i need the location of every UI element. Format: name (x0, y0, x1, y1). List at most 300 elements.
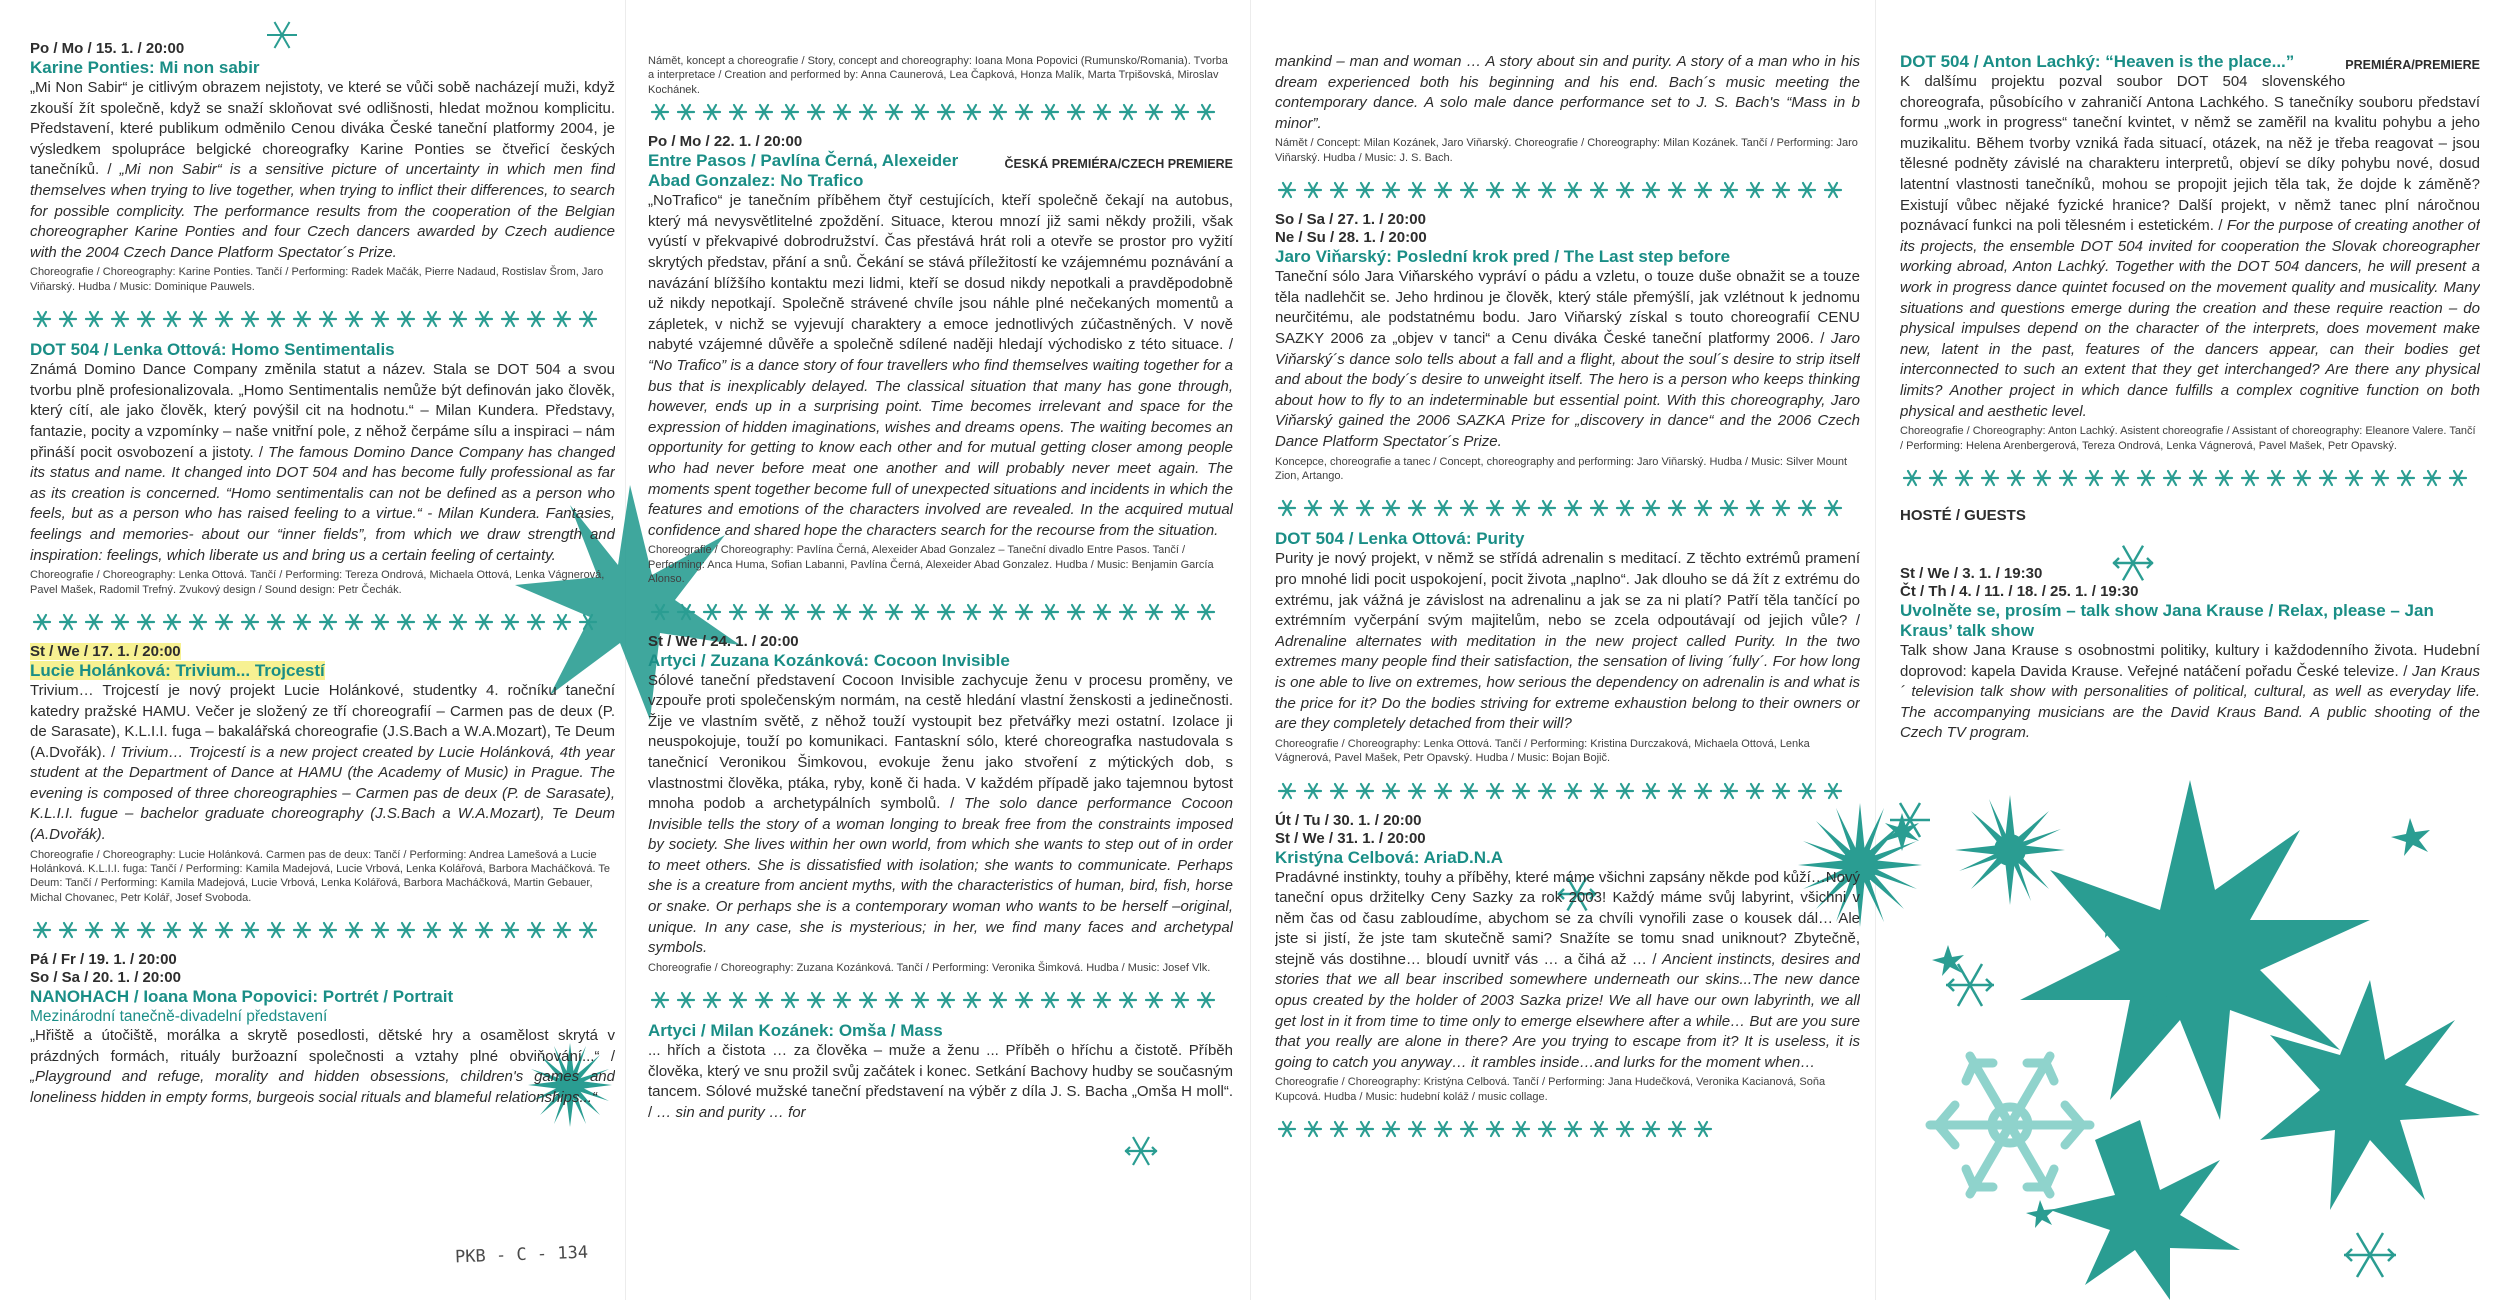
snowflake-icon (474, 920, 500, 946)
snowflake-icon (1170, 602, 1196, 628)
snowflake-icon (832, 990, 858, 1016)
snowflake-icon (2318, 468, 2344, 494)
snowflake-icon (1745, 781, 1771, 807)
snowflake-icon (1092, 602, 1118, 628)
event-title: Kristýna Celbová: AriaD.N.A (1275, 847, 1503, 867)
snowflake-icon (988, 602, 1014, 628)
event-date: St / We / 17. 1. / 20:00 (30, 642, 181, 660)
snowflake-icon (832, 602, 858, 628)
snowflake-icon (1407, 498, 1433, 524)
snowflake-icon (1563, 498, 1589, 524)
snowflake-icon (1693, 180, 1719, 206)
snowflake-icon (1667, 1119, 1693, 1145)
event-title: Uvolněte se, prosím – talk show Jana Krause / Relax, please – Jan Kraus’ talk show (1900, 600, 2434, 640)
snowflake-icon (344, 612, 370, 638)
snowflake-icon (1537, 498, 1563, 524)
snowflake-icon (240, 612, 266, 638)
snowflake-icon (1641, 1119, 1667, 1145)
event-title: Artyci / Milan Kozánek: Omša / Mass (648, 1021, 943, 1041)
event-description: „Mi Non Sabir“ je citlivým obrazem nejistoty, ve které se vůči sobě nacházejí muži, když zkouší žít společně, když se snaží skloňovat své odlišnosti, hledat možnou komplicitu. Představení, které publikum odměnilo Cenou diváka České taneční platformy 2004, je výsledkem spolupráce belgické choreografky Karine Ponties se čtveřicí českých tanečníků. / „Mi non Sabir“ is a sensitive picture of uncertainty in which men find themselves when trying to live together, when trying to inflict their differences, to search for possible complicity. The performance results from the cooperation of the Belgian choreographer Karine Ponties and four Czech dancers awarded by Czech audience with the 2004 Czech Dance Platform Spectator´s Prize. (30, 79, 615, 261)
snowflake-icon (1667, 498, 1693, 524)
snowflake-icon (2162, 468, 2188, 494)
snowflake-icon (1485, 1119, 1511, 1145)
snowflake-icon (266, 920, 292, 946)
snowflake-icon (214, 920, 240, 946)
snowflake-icon (578, 920, 604, 946)
snowflake-icon (2448, 468, 2474, 494)
snowflake-icon (1329, 781, 1355, 807)
snowflake-icon (1355, 498, 1381, 524)
snowflake-icon (1459, 781, 1485, 807)
snowflake-icon (754, 602, 780, 628)
snowflake-icon (650, 102, 676, 128)
column-1 (30, 40, 615, 1290)
snowflake-separator (648, 597, 1233, 633)
snowflake-icon (1485, 498, 1511, 524)
event-cocoon-invisible (648, 633, 1233, 976)
snowflake-icon (1407, 1119, 1433, 1145)
snowflake-icon (162, 309, 188, 335)
snowflake-icon (1485, 180, 1511, 206)
snowflake-icon (1329, 498, 1355, 524)
snowflake-icon (136, 612, 162, 638)
snowflake-icon (1277, 180, 1303, 206)
snowflake-icon (2032, 468, 2058, 494)
snowflake-icon (2240, 468, 2266, 494)
snowflake-icon (728, 990, 754, 1016)
event-date: Po / Mo / 22. 1. / 20:00 (648, 133, 803, 151)
event-credits: Choreografie / Choreography: Zuzana Kozánková. Tančí / Performing: Veronika Šimková. Hudba / Music: Josef Vlk. (648, 961, 1211, 974)
event-credits: Choreografie / Choreography: Lenka Ottová. Tančí / Performing: Kristina Durczaková, Michaela Ottová, Lenka Vágnerová, Pavel Mašek, Petr Opavský. Hudba / Music: Bojan Bojič. (1275, 737, 1810, 765)
snowflake-icon (1823, 781, 1849, 807)
snowflake-icon (1170, 102, 1196, 128)
snowflake-icon (650, 602, 676, 628)
snowflake-separator (1275, 1114, 1735, 1150)
event-description: Trivium… Trojcestí je nový projekt Lucie Holánkové, studentky 4. ročníku taneční katedry pražské HAMU. Večer je složený ze tří choreografií – Carmen pas de deux (P. de Sarasate), K.L.I.I. fuga – bakalářská choreografie (J.S.Bach a W.A.Mozart), Te Deum (A.Dvořák). / Trivium… Trojcestí is a new project created by Lucie Holánková, 4th year student at the Department of Dance at HAMU (the Academy of Music) in Prague. The evening is composed of three choreographies – Carmen pas de deux (P. de Sarasate), K.L.I.I. fugue – bachelor graduate choreography (J.S.Bach a W.A.Mozart), Te Deum (A.Dvořák). (30, 681, 615, 844)
snowflake-icon (240, 309, 266, 335)
snowflake-icon (1329, 1119, 1355, 1145)
snowflake-icon (58, 920, 84, 946)
snowflake-icon (500, 612, 526, 638)
premiere-badge: ČESKÁ PREMIÉRA/CZECH PREMIERE (1004, 157, 1233, 172)
snowflake-icon (32, 920, 58, 946)
snowflake-icon (136, 920, 162, 946)
snowflake-icon (1693, 1119, 1719, 1145)
snowflake-icon (754, 102, 780, 128)
archive-stamp: PKB - C - 134 (454, 1242, 589, 1268)
snowflake-icon (1797, 180, 1823, 206)
snowflake-icon (1693, 781, 1719, 807)
snowflake-icon (2058, 468, 2084, 494)
snowflake-icon (578, 612, 604, 638)
snowflake-icon (1381, 1119, 1407, 1145)
snowflake-icon (1277, 498, 1303, 524)
snowflake-icon (2370, 468, 2396, 494)
snowflake-icon (1381, 180, 1407, 206)
event-description: „Hřiště a útočiště, morálka a skrytě posedlosti, dětské hry a osamělost skrytá v prázdných formách, rituály buržoazní společnosti a vztahy plné obviňování...“ / „Playground and refuge, morality and hidden obsessions, children's games and loneliness hidden in empty forms, burgeois social rituals and blameful relationships...“ (30, 1027, 615, 1107)
snowflake-icon (1196, 602, 1222, 628)
snowflake-icon (448, 309, 474, 335)
snowflake-icon (988, 990, 1014, 1016)
snowflake-separator (30, 915, 615, 951)
event-no-trafico (648, 133, 1233, 586)
snowflake-icon (1563, 1119, 1589, 1145)
snowflake-icon (136, 309, 162, 335)
event-credits: Choreografie / Choreography: Lenka Ottová. Tančí / Performing: Tereza Ondrová, Michaela Ottová, Lenka Vágnerová, Pavel Mašek, Radomil Trefný. Zvukový design / Sound design: Petr Čechák. (30, 569, 605, 596)
event-title: DOT 504 / Lenka Ottová: Purity (1275, 529, 1525, 549)
event-credits: Choreografie / Choreography: Karine Ponties. Tančí / Performing: Radek Mačák, Pierre Nadaud, Rostislav Šrom, Jaro Viňarský. Hudba / Music: Dominique Pauwels. (30, 266, 604, 293)
snowflake-icon (1014, 602, 1040, 628)
event-description: Pradávné instinkty, touhy a příběhy, které máme všichni zapsány někde pod kůží…Nový taneční opus držitelky Ceny Sazky za rok 2003! Každý máme svůj labyrint, všichni v něm čas od času zabloudíme, abychom se za chvíli vynořili zase o kousek dál… Ale jste si jistí, že jste tam skutečně sami? Snažíte se tomu snad uniknout? Zbytečně, stejně vás dostihne… bloudí uvnitř vás … a čihá až … / Ancient instincts, desires and stories that we all bear inscribed somewhere underneath our skins...The new dance opus created by the holder of 2003 Sazka prize! We all have our own labyrinth, we all get lost in it from time to time only to emerge elsewhere after a while… But are you sure that you really are alone in there? Are you trying to escape from it? It is useless, it is going to catch you anyway… it rambles inside…and lurks for the moment when… (1275, 868, 1860, 1071)
snowflake-icon (1485, 781, 1511, 807)
snowflake-icon (1014, 102, 1040, 128)
snowflake-icon (936, 990, 962, 1016)
event-purity (1275, 529, 1860, 765)
event-date: Po / Mo / 15. 1. / 20:00 (30, 40, 185, 57)
snowflake-icon (292, 920, 318, 946)
snowflake-icon (1823, 498, 1849, 524)
snowflake-icon (448, 920, 474, 946)
snowflake-icon (988, 102, 1014, 128)
snowflake-icon (396, 612, 422, 638)
event-homo-sentimentalis (30, 340, 615, 597)
event-date: Ne / Su / 28. 1. / 20:00 (1275, 229, 1427, 247)
event-omsa-mass (648, 1021, 1233, 1123)
snowflake-icon (702, 102, 728, 128)
snowflake-icon (318, 309, 344, 335)
snowflake-icon (2006, 468, 2032, 494)
event-description: Známá Domino Dance Company změnila statut a název. Stala se DOT 504 a svou tvorbu plně profesionalizovala. „Homo Sentimentalis nemůže být definován jako člověk, který cítí, ale jako člověk, který povýšil cit na hodnotu.“ – Milan Kundera. Představy, fantazie, pocity a vzpomínky – naše vnitřní pole, z něhož čerpáme sílu a inspiraci – nám přináší pocit osvobození a jistoty. / The famous Domino Dance Company has changed its status and name. It changed into DOT 504 and has become fully professional as far as its creation is concerned. “Homo sentimentalis can not be defined as a person who feels, but as a person who has raised feeling to a virtue.“ - Milan Kundera. Fantasies, feelings and memories- about our “inner fields”, from which we draw strength and inspiration: feelings, which liberate us and bring us a certain feeling of certainty. (30, 361, 615, 564)
snowflake-separator (1275, 175, 1860, 211)
snowflake-icon (1589, 498, 1615, 524)
snowflake-icon (500, 920, 526, 946)
snowflake-icon (32, 309, 58, 335)
event-description: Talk show Jana Krause s osobnostmi politiky, kultury i každodenního života. Hudební doprovod: kapela Davida Krause. Veřejné natáčení pořadu České televize. / Jan Kraus´ television talk show with personalities of political, cultural, as well as everyday life. The accompanying musicians are the David Kraus Band. A public shooting of the Czech TV program. (1900, 641, 2480, 742)
snowflake-icon (1797, 498, 1823, 524)
event-description: K dalšímu projektu pozval soubor DOT 504 slovenského choreografa, působícího v zahraničí Antona Lachkého. S tanečníky souboru představí formu „work in progress“ taneční kvintet, v němž se zaměřil na kvalitu pohybu a jeho muzikalitu. Během tvorby vzniká řada situací, otázek, na něž je třeba reagovat – jsou tělesné podněty závislé na charakteru interpretů, objeví se díky pohybu nové, dosud latentní vlastnosti tanečníků, mohou se propojit jejich těla tak, že dojde k záměně? Existují vůbec nějaké fyzické hranice? Další projekt, v němž tanec plní náročnou poznávací funkci na poli tělesném i estetickém. / For the purpose of creating another of its projects, the ensemble DOT 504 invited for cooperation the Slovak choreographer working abroad, Anton Lachký. Together with the DOT 504 dancers, he will present a work in progress dance quintet focused on the movement quality and musicality. Many situations and questions emerge during the creation and these require reaction – do physical impulses depend on the character of the interprets, does movement make new, latent in the past, features of the dancers appear, can their bodies get interconnected to such an extent that they get interchanged? Are there any physical limits? Another project in which dance fulfills a complex cognitive function on both physical and aesthetic level. (1900, 73, 2480, 420)
snowflake-icon (1797, 781, 1823, 807)
event-date: Út / Tu / 30. 1. / 20:00 (1275, 811, 1422, 829)
snowflake-icon (396, 309, 422, 335)
snowflake-icon (448, 612, 474, 638)
premiere-badge: PREMIÉRA/PREMIERE (2345, 58, 2480, 72)
snowflake-icon (1459, 180, 1485, 206)
snowflake-icon (676, 602, 702, 628)
snowflake-icon (422, 612, 448, 638)
snowflake-icon (1563, 781, 1589, 807)
snowflake-icon (1589, 781, 1615, 807)
event-date: So / Sa / 20. 1. / 20:00 (30, 969, 181, 987)
snowflake-icon (1771, 180, 1797, 206)
snowflake-icon (1589, 180, 1615, 206)
snowflake-icon (1667, 781, 1693, 807)
snowflake-icon (1719, 781, 1745, 807)
snowflake-icon (1118, 602, 1144, 628)
event-date: St / We / 24. 1. / 20:00 (648, 632, 799, 650)
event-description: „NoTrafico“ je tanečním příběhem čtyř cestujících, kteří společně čekají na autobus, který má nevysvětlitelné zpoždění. Situace, kterou mnozí již sami někdy prožili, však vyústí v překvapivé dobrodružství. Čas přestává hrát roli a otevře se prostor pro vyžití skrytých představ, přání a snů. Čekání se stává příležitostí ke vzájemnému poznávání a navázání blížšího kontaktu mezi lidmi, kteří se dosud nikdy nepotkali a pravděpodobně už nikdy nepotkají. Společně strávené chvíle jsou náhle plné nečekaných momentů a zápletek, v nichž se vyjevují charaktery a emoce jednotlivých zúčastněných. V nově nabyté vzájemné důvěře a společně sdílené naději hledají východisko z této situace. / “No Trafico” is a dance story of four travellers who find themselves waiting together for a bus that is inexplicably delayed. The classical situation that many has gone through, however, ends up in a surprising point. Time becomes irrelevant and space for the expression of hidden imaginations, wishes and dreams opens. The waiting becomes an opportunity for getting to know each other and for mutual getting closer among people who had never before meat one another and will probably never meet again. The moments spent together become full of unexpected situations and incidents in which the features and emotions of the characters involved are revealed. In the acquired mutual confidence and shared hope the characters search for the recourse from the situation. (648, 192, 1233, 539)
snowflake-icon (962, 602, 988, 628)
snowflake-icon (1719, 498, 1745, 524)
snowflake-icon (1615, 498, 1641, 524)
snowflake-icon (884, 102, 910, 128)
snowflake-icon (1040, 990, 1066, 1016)
snowflake-icon (1563, 180, 1589, 206)
snowflake-icon (1537, 781, 1563, 807)
snowflake-icon (188, 309, 214, 335)
snowflake-icon (1277, 1119, 1303, 1145)
snowflake-icon (1381, 781, 1407, 807)
snowflake-icon (1433, 781, 1459, 807)
snowflake-icon (884, 602, 910, 628)
snowflake-icon (1511, 1119, 1537, 1145)
column-2 (648, 52, 1233, 1300)
snowflake-icon (1196, 990, 1222, 1016)
snowflake-icon (214, 612, 240, 638)
snowflake-icon (884, 990, 910, 1016)
snowflake-icon (1771, 781, 1797, 807)
snowflake-icon (110, 309, 136, 335)
snowflake-icon (1355, 781, 1381, 807)
snowflake-icon (962, 990, 988, 1016)
snowflake-icon (1040, 602, 1066, 628)
snowflake-separator (30, 304, 615, 340)
event-description: Taneční sólo Jara Viňarského vypráví o pádu a vzletu, o touze duše obnažit se a touze těla nadlehčit se. Jeho hrdinou je člověk, který stále přemýšlí, jak vzlétnout k jednomu neurčitému, ale podstatnému bodu. Jaro Viňarský získal s touto choreografií CENU SAZKY 2006 za „objev v tanci“ a Cenu diváka České taneční platformy 2006. / Jaro Viňarský´s dance solo tells about a fall and a flight, about the soul´s desire to strip itself and about the body´s desire to unweight itself. The hero is a person who keeps thinking about how to fly to an indeterminable but essential point. With this choreography, Jaro Viňarský gained the 2006 SAZKA Prize for „discovery in dance“ and the 2006 Czech Dance Platform Spectator´s Prize. (1275, 268, 1860, 450)
snowflake-icon (578, 309, 604, 335)
snowflake-icon (162, 612, 188, 638)
event-description: ... hřích a čistota … za člověka – muže a ženu ... Příběh o hříchu a čistotě. Příběh člověka, který ve snu prožil svůj začátek i konec. Setkání Bachovy hudby se současným tancem. Sólové mužské taneční představení na výběr z díla J. S. Bacha „Omša H moll“. / … sin and purity … for (648, 1042, 1233, 1122)
snowflake-icon (1144, 990, 1170, 1016)
snowflake-icon (1719, 180, 1745, 206)
snowflake-icon (1615, 781, 1641, 807)
event-credits: Choreografie / Choreography: Kristýna Celbová. Tančí / Performing: Jana Hudečková, Veronika Kacianová, Soňa Kupcová. Hudba / Music: hudební koláž / music collage. (1275, 1076, 1826, 1103)
snowflake-icon (2292, 468, 2318, 494)
snowflake-icon (936, 602, 962, 628)
snowflake-icon (754, 990, 780, 1016)
snowflake-icon (1066, 102, 1092, 128)
snowflake-icon (370, 309, 396, 335)
snowflake-icon (318, 612, 344, 638)
snowflake-icon (1303, 498, 1329, 524)
snowflake-icon (344, 920, 370, 946)
guests-heading: HOSTÉ / GUESTS (1900, 506, 2026, 524)
snowflake-icon (910, 990, 936, 1016)
event-credits: Choreografie / Choreography: Anton Lachký. Asistent choreografie / Assistant of choreography: Eleanore Valere. Tančí / Performing: Helena Arenbergerová, Tereza Ondrová, Lenka Vágnerová, Pavel Mašek, Petr Opavský. (1900, 425, 2476, 452)
snowflake-icon (962, 102, 988, 128)
event-description: Purity je nový projekt, v němž se střídá adrenalin s meditací. Z těchto extrémů pramení pro mnohé lidi pocit uspokojení, pocit života „naplno“. Jak dlouho se dá žít z extrému do extrému, jak vážná je závislost na adrenalinu a jak se za ni platí? Patří těla tančící po extrémním vyčerpání svým majitelům, nebo se zcela odpoutávají od jejich vůle? / Adrenaline alternates with meditation in the new project called Purity. In the two extremes many people find their satisfaction, the sensation of living ´fully´. For how long is one able to live on extremes, how serious the dependency on adrenalin is and what is the price for it? Do the bodies striving for extreme exhaustion belong to their owners or are they completely detached from their will? (1275, 550, 1860, 733)
snowflake-icon (2422, 468, 2448, 494)
snowflake-icon (1537, 1119, 1563, 1145)
snowflake-icon (702, 602, 728, 628)
snowflake-icon (1040, 102, 1066, 128)
snowflake-icon (1196, 102, 1222, 128)
snowflake-icon (1355, 1119, 1381, 1145)
snowflake-icon (676, 990, 702, 1016)
event-trivium (30, 643, 615, 905)
snowflake-icon (1459, 1119, 1485, 1145)
snowflake-icon (1066, 990, 1092, 1016)
snowflake-icon (396, 920, 422, 946)
snowflake-icon (728, 102, 754, 128)
event-ariadna (1275, 812, 1860, 1105)
snowflake-icon (1407, 781, 1433, 807)
snowflake-icon (32, 612, 58, 638)
snowflake-icon (1928, 468, 1954, 494)
snowflake-icon (1667, 180, 1693, 206)
snowflake-icon (1407, 180, 1433, 206)
snowflake-icon (1511, 180, 1537, 206)
snowflake-icon (1641, 498, 1667, 524)
snowflake-icon (1980, 468, 2006, 494)
snowflake-icon (1459, 498, 1485, 524)
snowflake-icon (1589, 1119, 1615, 1145)
event-nanohach-portret (30, 951, 615, 1108)
snowflake-icon (650, 990, 676, 1016)
snowflake-icon (1433, 1119, 1459, 1145)
event-credits: Námět, koncept a choreografie / Story, concept and choreography: Ioana Mona Popovici (Rumunsko/Romania). Tvorba a interpretace / Creation and performed by: Anna Caunerová, Lea Čapková, Honza Malík, Marta Trpišovská, Miroslav Kochánek. (648, 55, 1228, 96)
snowflake-icon (1511, 498, 1537, 524)
snowflake-icon (318, 920, 344, 946)
event-heaven-is-the-place (1900, 52, 2480, 453)
event-credits: Koncepce, choreografie a tanec / Concept, choreography and performing: Jaro Viňarský. Hudba / Music: Silver Mount Zion, Artango. (1275, 455, 1848, 482)
snowflake-icon (188, 612, 214, 638)
event-date: St / We / 31. 1. / 20:00 (1275, 829, 1426, 847)
snowflake-icon (1303, 1119, 1329, 1145)
snowflake-icon (292, 309, 318, 335)
fold-line (1250, 0, 1251, 1300)
snowflake-icon (780, 990, 806, 1016)
event-date: Čt / Th / 4. / 11. / 18. / 25. 1. / 19:30 (1900, 582, 2139, 600)
snowflake-icon (110, 920, 136, 946)
snowflake-icon (552, 920, 578, 946)
event-title: Artyci / Zuzana Kozánková: Cocoon Invisible (648, 650, 1010, 670)
snowflake-icon (526, 612, 552, 638)
snowflake-separator (30, 607, 615, 643)
snowflake-icon (1615, 1119, 1641, 1145)
event-title: Jaro Viňarský: Poslední krok pred / The Last step before (1275, 247, 1731, 267)
snowflake-icon (2136, 468, 2162, 494)
snowflake-icon (1902, 468, 1928, 494)
snowflake-icon (526, 309, 552, 335)
snowflake-icon (1641, 180, 1667, 206)
snowflake-icon (806, 990, 832, 1016)
snowflake-icon (1118, 990, 1144, 1016)
snowflake-icon (188, 920, 214, 946)
event-description: Sólové taneční představení Cocoon Invisible zachycuje ženu v procesu proměny, ve vzpouře proti společenským normám, na cestě hledání vlastní ženskosti a jedinečnosti. Žije ve vlastním světě, z něhož touží vystoupit bez přetvářky mezi ostatní. Izolace ji neuspokojuje, touží po komunikaci. Fantaskní sólo, které choreografka nastudovala s tanečnicí Veronikou Šimkovou, evokuje ženu jako stvoření z mýtických dob, s vlastnostmi člověka, ptáka, ryby, koně či hada. V každém případě jako tajemnou bytost mnoha podob a archetypálních symbolů. / The solo dance performance Cocoon Invisible tells the story of a woman longing to break free from the constraints imposed by society. She lives within her own world, from which she wants to step out of in order to meet others. She is dissatisfied with isolation; she wants to communicate. Perhaps she is a creature from ancient myths, with the characteristics of human, bird, fish, horse or snake. Or perhaps she is a contemporary woman who wants to be herself –original, unique. In any case, she is mysterious; in her, we find many faces and archetypal symbols. (648, 671, 1233, 957)
snowflake-icon (1303, 781, 1329, 807)
snowflake-icon (910, 602, 936, 628)
event-omsa-mass-continued (1275, 52, 1860, 165)
snowflake-icon (1745, 180, 1771, 206)
event-date: Pá / Fr / 19. 1. / 20:00 (30, 951, 177, 969)
snowflake-icon (422, 920, 448, 946)
column-4 (1900, 52, 2480, 1300)
snowflake-icon (780, 602, 806, 628)
snowflake-icon (344, 309, 370, 335)
snowflake-icon (2110, 468, 2136, 494)
event-date: St / We / 3. 1. / 19:30 (1900, 564, 2043, 582)
snowflake-icon (1511, 781, 1537, 807)
event-title: ČESKÁ PREMIÉRA/CZECH PREMIERE Entre Pasos / Pavlína Černá, Alexeider Abad Gonzalez: No Trafico (648, 151, 1233, 191)
snowflake-icon (1329, 180, 1355, 206)
event-title: DOT 504 / Lenka Ottová: Homo Sentimentalis (30, 340, 395, 360)
snowflake-icon (2084, 468, 2110, 494)
event-date: So / Sa / 27. 1. / 20:00 (1275, 211, 1426, 229)
event-subtitle: Mezinárodní tanečně-divadelní představení (30, 1008, 328, 1026)
snowflake-icon (1381, 498, 1407, 524)
snowflake-icon (58, 612, 84, 638)
snowflake-icon (58, 309, 84, 335)
snowflake-icon (2396, 468, 2422, 494)
snowflake-icon (1277, 781, 1303, 807)
snowflake-icon (910, 102, 936, 128)
snowflake-icon (500, 309, 526, 335)
snowflake-icon (370, 612, 396, 638)
snowflake-icon (1066, 602, 1092, 628)
event-title: Karine Ponties: Mi non sabir (30, 58, 260, 77)
snowflake-separator (1275, 776, 1860, 812)
event-credits: Choreografie / Choreography: Lucie Holánková. Carmen pas de deux: Tančí / Performing: Andrea Lamešová a Lucie Holánková. K.L.I.I. fuga: Tančí / Performing: Kamila Madejová, Lucie Vrbová, Lenka Kolářová, Barbora Macháčková. Te Deum: Tančí / Performing: Kamila Madejová, Lucie Vrbová, Lenka Kolářová, Barbora Macháčková, Martin Gebauer, Michal Chovanec, Petr Kolář, Josef Svoboda. (30, 848, 611, 904)
snowflake-icon (858, 602, 884, 628)
snowflake-icon (1092, 102, 1118, 128)
snowflake-icon (806, 602, 832, 628)
snowflake-icon (1433, 498, 1459, 524)
snowflake-separator (648, 97, 1233, 133)
snowflake-icon (162, 920, 188, 946)
snowflake-icon (1014, 990, 1040, 1016)
snowflake-icon (2344, 468, 2370, 494)
snowflake-icon (266, 309, 292, 335)
snowflake-icon (1745, 498, 1771, 524)
snowflake-icon (552, 309, 578, 335)
snowflake-icon (1092, 990, 1118, 1016)
snowflake-icon (1144, 102, 1170, 128)
snowflake-icon (110, 612, 136, 638)
snowflake-icon (1771, 498, 1797, 524)
snowflake-icon (1641, 781, 1667, 807)
snowflake-icon (240, 920, 266, 946)
snowflake-icon (1355, 180, 1381, 206)
snowflake-icon (422, 309, 448, 335)
snowflake-icon (858, 990, 884, 1016)
snowflake-icon (1144, 602, 1170, 628)
snowflake-icon (474, 309, 500, 335)
snowflake-icon (552, 612, 578, 638)
snowflake-icon (936, 102, 962, 128)
snowflake-separator (1900, 463, 2480, 499)
event-last-step-before (1275, 211, 1860, 483)
snowflake-icon (2266, 468, 2292, 494)
event-title: Lucie Holánková: Trivium... Trojcestí (30, 660, 325, 680)
snowflake-icon (84, 309, 110, 335)
snowflake-icon (1615, 180, 1641, 206)
snowflake-icon (676, 102, 702, 128)
snowflake-icon (832, 102, 858, 128)
snowflake-icon (214, 309, 240, 335)
snowflake-icon (266, 612, 292, 638)
snowflake-icon (84, 612, 110, 638)
snowflake-icon (1433, 180, 1459, 206)
snowflake-separator (648, 985, 1233, 1021)
snowflake-icon (1954, 468, 1980, 494)
snowflake-icon (1303, 180, 1329, 206)
snowflake-icon (702, 990, 728, 1016)
snowflake-icon (858, 102, 884, 128)
snowflake-icon (1693, 498, 1719, 524)
snowflake-icon (1118, 102, 1144, 128)
event-credits: Choreografie / Choreography: Pavlína Černá, Alexeider Abad Gonzalez – Taneční divadlo Entre Pasos. Tančí / Performing: Anca Huma, Sofian Labanni, Pavlína Černá, Alexeider Abad Gonzalez. Hudba / Music: Benjamin García Alonso. (648, 544, 1214, 586)
event-description: mankind – man and woman … A story about sin and purity. A story of a man who in his dream experienced both his beginning and his end. Bach´s music meeting the contemporary dance. A solo male dance performance set to J. S. Bach's “Mass in b minor”. (1275, 53, 1860, 132)
snowflake-icon (2188, 468, 2214, 494)
